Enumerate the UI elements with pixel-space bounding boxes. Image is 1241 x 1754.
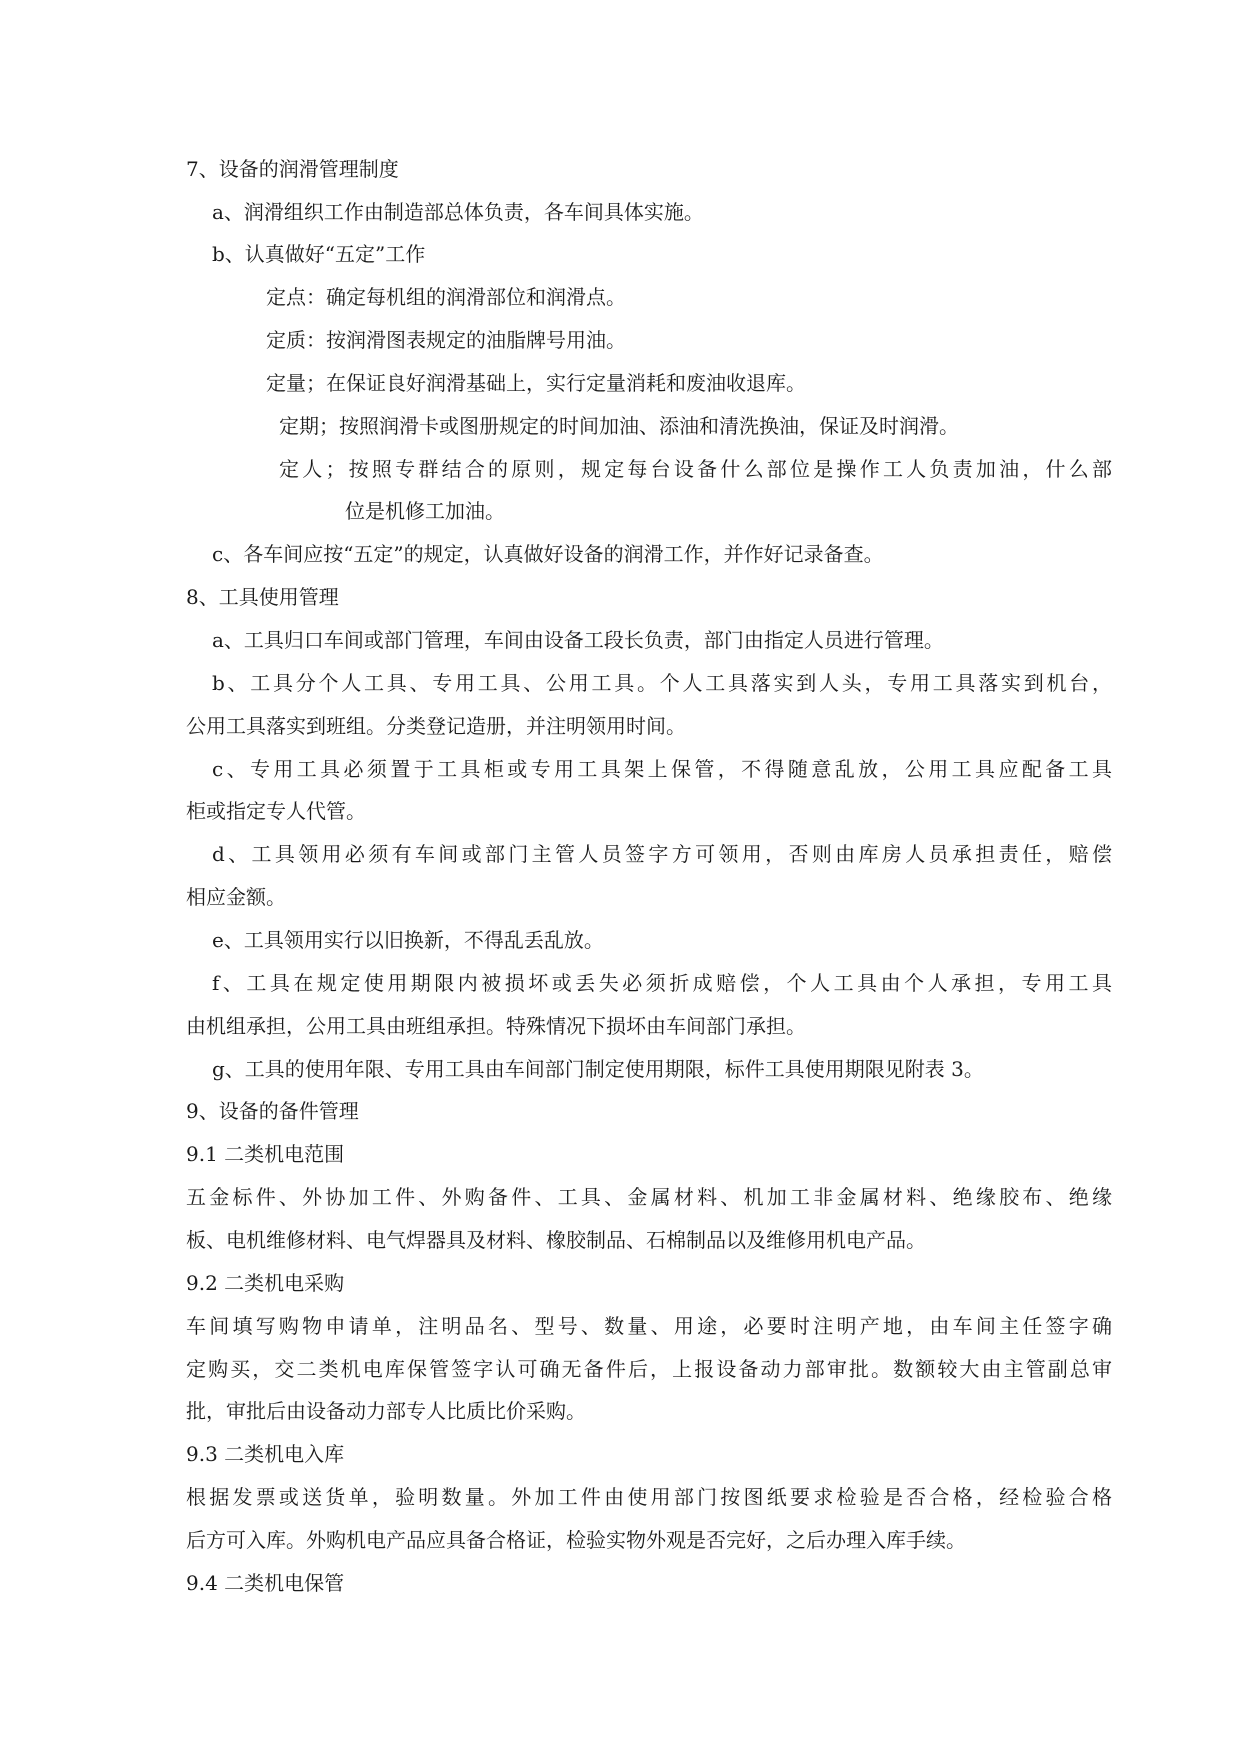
section-8-item-g: g、工具的使用年限、专用工具由车间部门制定使用期限，标件工具使用期限见附表 3。 — [212, 1057, 984, 1081]
section-9-1-text-line-2: 板、电机维修材料、电气焊器具及材料、橡胶制品、石棉制品以及维修用机电产品。 — [186, 1228, 926, 1252]
wuding-dingqi: 定期；按照润滑卡或图册规定的时间加油、添油和清洗换油，保证及时润滑。 — [279, 414, 959, 438]
section-8-item-f-line-2: 由机组承担，公用工具由班组承担。特殊情况下损坏由车间部门承担。 — [186, 1014, 806, 1038]
section-9-2-text-line-1: 车间填写购物申请单，注明品名、型号、数量、用途，必要时注明产地，由车间主任签字确 — [186, 1314, 1112, 1338]
section-8-item-b-line-2: 公用工具落实到班组。分类登记造册，并注明领用时间。 — [186, 714, 686, 738]
section-7-heading: 7、设备的润滑管理制度 — [186, 157, 399, 181]
wuding-dingzhi: 定质：按润滑图表规定的油脂牌号用油。 — [266, 328, 626, 352]
section-8-heading: 8、工具使用管理 — [186, 585, 339, 609]
wuding-dingliang: 定量；在保证良好润滑基础上，实行定量消耗和废油收退库。 — [266, 371, 806, 395]
section-8-item-a: a、工具归口车间或部门管理，车间由设备工段长负责，部门由指定人员进行管理。 — [212, 628, 944, 652]
section-8-item-c-line-1: c、专用工具必须置于工具柜或专用工具架上保管，不得随意乱放，公用工具应配备工具 — [212, 757, 1112, 781]
section-8-item-d-line-2: 相应金额。 — [186, 885, 286, 909]
section-9-1-text-line-1: 五金标件、外协加工件、外购备件、工具、金属材料、机加工非金属材料、绝缘胶布、绝缘 — [186, 1185, 1112, 1209]
section-8-item-b-line-1: b、工具分个人工具、专用工具、公用工具。个人工具落实到人头，专用工具落实到机台， — [212, 671, 1112, 695]
section-8-item-d-line-1: d、工具领用必须有车间或部门主管人员签字方可领用，否则由库房人员承担责任，赔偿 — [212, 842, 1112, 866]
section-8-item-f-line-1: f、工具在规定使用期限内被损坏或丢失必须折成赔偿，个人工具由个人承担，专用工具 — [212, 971, 1112, 995]
section-8-item-e: e、工具领用实行以旧换新，不得乱丢乱放。 — [212, 928, 604, 952]
section-9-2-text-line-2: 定购买，交二类机电库保管签字认可确无备件后，上报设备动力部审批。数额较大由主管副总审 — [186, 1357, 1112, 1381]
wuding-dingren-line-1: 定人；按照专群结合的原则，规定每台设备什么部位是操作工人负责加油，什么部 — [279, 457, 1112, 481]
section-7-item-c: c、各车间应按“五定”的规定，认真做好设备的润滑工作，并作好记录备查。 — [212, 542, 884, 566]
section-9-3-heading: 9.3 二类机电入库 — [186, 1442, 345, 1466]
section-7-item-b: b、认真做好“五定”工作 — [212, 242, 426, 266]
section-9-2-text-line-3: 批，审批后由设备动力部专人比质比价采购。 — [186, 1399, 586, 1423]
section-7-item-a: a、润滑组织工作由制造部总体负责，各车间具体实施。 — [212, 200, 704, 224]
wuding-dingren-line-2: 位是机修工加油。 — [345, 499, 505, 523]
section-9-1-heading: 9.1 二类机电范围 — [186, 1142, 345, 1166]
section-9-heading: 9、设备的备件管理 — [186, 1099, 359, 1123]
wuding-dingdian: 定点：确定每机组的润滑部位和润滑点。 — [266, 285, 626, 309]
section-9-3-text-line-1: 根据发票或送货单，验明数量。外加工件由使用部门按图纸要求检验是否合格，经检验合格 — [186, 1485, 1112, 1509]
section-9-3-text-line-2: 后方可入库。外购机电产品应具备合格证，检验实物外观是否完好，之后办理入库手续。 — [186, 1528, 966, 1552]
section-9-4-heading: 9.4 二类机电保管 — [186, 1571, 345, 1595]
section-8-item-c-line-2: 柜或指定专人代管。 — [186, 799, 366, 823]
section-9-2-heading: 9.2 二类机电采购 — [186, 1271, 345, 1295]
